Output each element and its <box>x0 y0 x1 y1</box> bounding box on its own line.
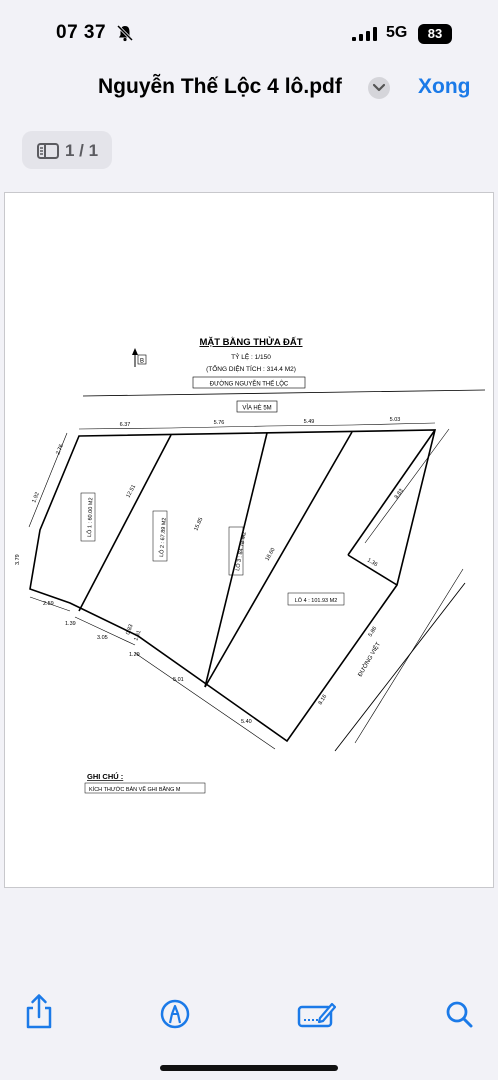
page-counter-label: 1 / 1 <box>65 141 99 160</box>
search-button[interactable] <box>440 990 480 1034</box>
status-bar <box>0 0 498 64</box>
dim-right-c: 5.86 <box>367 625 379 639</box>
chevron-down-icon[interactable] <box>368 77 390 99</box>
share-icon <box>19 990 59 1034</box>
dim-top-2: 5.76 <box>213 420 225 426</box>
signature-button[interactable] <box>296 990 336 1034</box>
dimension-lines <box>29 423 465 751</box>
lot-3-label: LÔ 3 : 84.78 M2 <box>235 531 248 572</box>
note-text: KÍCH THƯỚC BẢN VẼ GHI BẰNG M <box>89 787 181 793</box>
nav-bar <box>0 64 498 114</box>
north-arrow-icon <box>132 348 146 367</box>
lot-4-label: LÔ 4 : 101.93 M2 <box>294 598 338 604</box>
dim-top-3: 5.49 <box>303 419 315 425</box>
lot-1-label: LÔ 1 : 60.00 M2 <box>87 497 95 538</box>
note-title: GHI CHÚ : <box>87 772 124 781</box>
dim-left-a: 2.76 <box>55 443 65 456</box>
document-title[interactable]: Nguyễn Thế Lộc 4 lô.pdf <box>98 75 342 98</box>
markup-icon <box>155 990 195 1034</box>
markup-button[interactable] <box>155 990 195 1034</box>
sidewalk-label: VỈA HÈ 5M <box>242 405 272 412</box>
dim-bottom-c: 3.05 <box>97 635 108 641</box>
sidebar-icon <box>37 143 59 159</box>
dim-inner-3: 18.60 <box>264 547 277 562</box>
signature-icon <box>296 990 336 1034</box>
lot-boundaries <box>30 430 435 741</box>
battery-icon: 83 <box>418 24 452 44</box>
dim-bottom-d: 1.29 <box>129 652 140 658</box>
bell-slash-icon <box>116 24 134 42</box>
plan-total-area: (TỔNG DIỆN TÍCH : 314.4 M2) <box>206 366 296 373</box>
dim-right-d: 8.16 <box>317 693 329 707</box>
dim-top-1: 6.37 <box>119 422 131 428</box>
dim-right-b: 1.36 <box>366 557 379 569</box>
dim-inner-1: 12.51 <box>125 483 138 499</box>
dim-inner-2: 15.85 <box>193 516 205 532</box>
page-counter-button[interactable] <box>22 131 112 169</box>
street-top-label: ĐƯỜNG NGUYỄN THẾ LỘC <box>209 381 289 388</box>
dim-right-a: 8.83 <box>393 487 405 501</box>
lot-2-label: LÔ 2 : 67.89 M2 <box>159 517 168 558</box>
dim-bottom-f: 5.40 <box>241 719 252 725</box>
site-plan-drawing <box>5 193 495 889</box>
north-label: B <box>139 358 145 365</box>
pdf-page[interactable] <box>4 192 494 888</box>
dim-top-4: 5.03 <box>389 417 401 423</box>
dim-bottom-e: 5.01 <box>173 677 184 683</box>
lot-labels <box>81 493 344 605</box>
dim-bottom-b: 1.39 <box>65 621 76 627</box>
plan-title: MẶT BẰNG THỬA ĐẤT <box>199 337 303 348</box>
street-line <box>83 390 485 396</box>
dim-small-a: 0.83 <box>125 623 135 636</box>
dim-left-b: 1.92 <box>31 491 41 504</box>
search-icon <box>440 990 480 1034</box>
dim-bottom-a: 2.59 <box>43 601 54 607</box>
network-type: 5G <box>386 24 408 41</box>
status-time: 07 37 <box>56 22 107 43</box>
signal-icon <box>352 27 378 41</box>
bottom-toolbar <box>0 990 498 1040</box>
dim-left-c: 3.79 <box>15 554 21 565</box>
home-indicator[interactable] <box>160 1065 338 1071</box>
plan-scale: TỶ LỆ : 1/150 <box>231 354 271 361</box>
done-button[interactable]: Xong <box>418 75 471 98</box>
dim-small-b: 1.61 <box>133 629 143 642</box>
street-side-label: ĐƯỜNG VIỆT <box>357 641 383 678</box>
share-button[interactable] <box>19 990 59 1034</box>
